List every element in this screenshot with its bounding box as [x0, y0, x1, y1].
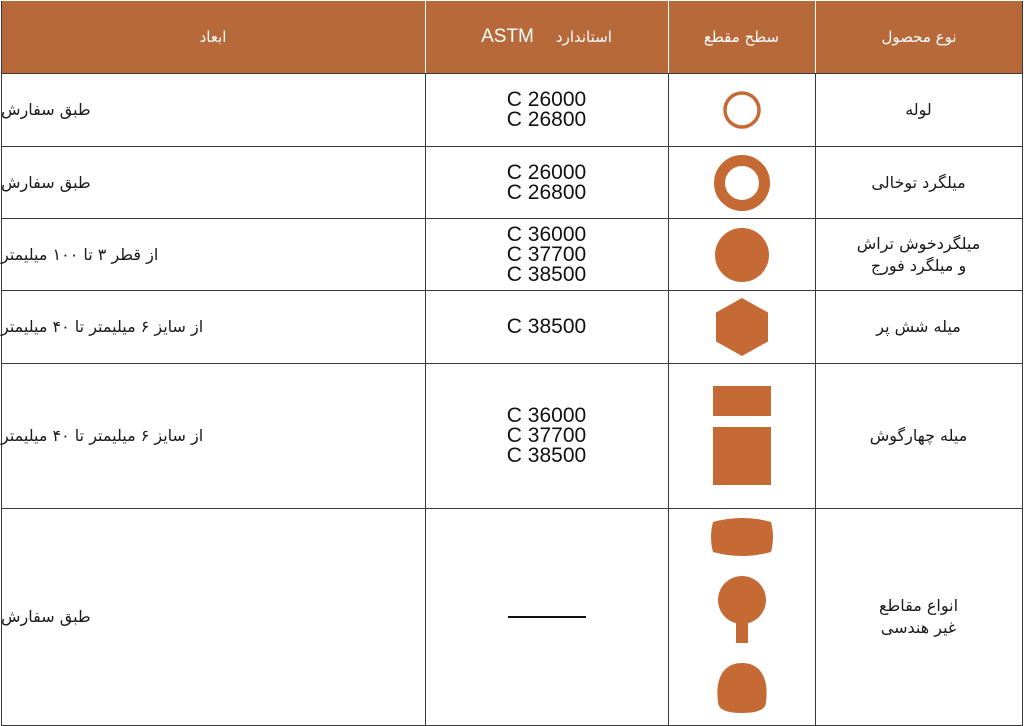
standard-code: C 37700 [506, 242, 587, 266]
section-shape [668, 364, 815, 508]
product-name [815, 509, 1022, 725]
header-dimensions: ابعاد [199, 28, 227, 46]
empty-dash [508, 616, 586, 618]
standard-codes [425, 147, 668, 218]
standard-codes [425, 219, 668, 290]
standard-codes [425, 509, 668, 725]
ring-thick-icon [713, 154, 771, 212]
standard-code: C 37700 [506, 424, 587, 447]
dimensions-value: از قطر ۳ تا ۱۰۰ میلیمتر [1, 244, 159, 264]
header-standard [425, 1, 668, 73]
ring-thin-icon [722, 90, 762, 130]
dimensions-value: طبق سفارش [1, 172, 91, 192]
rectangle-square-icon [712, 385, 772, 487]
product-name-line: غیر هندسی [880, 618, 957, 637]
header-standard-code: ASTM [481, 26, 534, 47]
product-name-line: انواع مقاطع [878, 596, 959, 615]
header-divider [668, 1, 669, 73]
header-product-type: نوع محصول [881, 28, 957, 46]
dimensions-value: از سایز ۶ میلیمتر تا ۴۰ میلیمتر [1, 317, 204, 336]
column-divider [1022, 1, 1023, 726]
standard-code: C 26800 [506, 108, 587, 131]
section-shape [668, 147, 815, 218]
header-divider [425, 1, 426, 73]
product-name: لوله [905, 100, 932, 119]
dimensions-value: طبق سفارش [1, 607, 91, 626]
standard-code: C 38500 [506, 444, 587, 467]
product-name: میلگرد توخالی [871, 172, 966, 192]
product-name-line: میلگردخوش تراش [856, 233, 981, 253]
standard-codes [425, 74, 668, 146]
section-shape [668, 291, 815, 363]
solid-circle-icon [713, 226, 771, 284]
standard-codes [425, 364, 668, 508]
section-shape [668, 74, 815, 146]
product-name [815, 219, 1022, 290]
standard-code: C 36000 [506, 222, 587, 246]
section-shape [668, 219, 815, 290]
irregular-shapes-icon [710, 517, 774, 717]
standard-code: C 38500 [506, 262, 587, 286]
standard-code: C 36000 [506, 404, 587, 427]
standard-code: C 26800 [506, 180, 587, 204]
product-name-line: و میلگرد فورج [870, 255, 967, 275]
standard-code: C 26000 [506, 160, 587, 184]
hexagon-icon [713, 296, 771, 358]
dimensions-value: از سایز ۶ میلیمتر تا ۴۰ میلیمتر [1, 426, 204, 445]
header-cross-section: سطح مقطع [703, 28, 780, 46]
header-standard-label: استاندارد [555, 28, 612, 46]
standard-codes [425, 291, 668, 363]
header-divider [815, 1, 816, 73]
standard-code: C 26000 [506, 88, 587, 111]
product-table [1, 1, 1021, 724]
product-name: میله چهارگوش [869, 426, 968, 445]
section-shape [668, 509, 815, 725]
dimensions-value: طبق سفارش [1, 100, 91, 119]
standard-code: C 38500 [506, 315, 587, 338]
product-name: میله شش پر [876, 317, 961, 336]
